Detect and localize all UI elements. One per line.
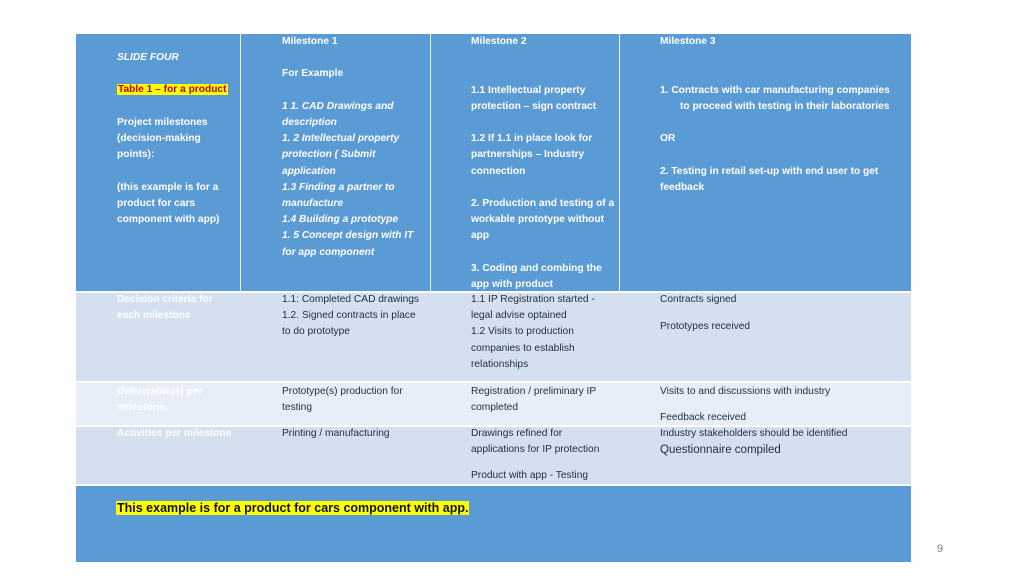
m1-item: 1.3 Finding a partner to [282,181,395,193]
label-note-line: product for cars [117,197,196,209]
m2-item: 3. Coding and combing the [471,262,602,274]
deliverables-label [117,384,203,416]
m3-item: feedback [660,181,705,193]
label-line: points): [117,149,155,161]
m1-item: application [282,165,336,177]
slide-title: SLIDE FOUR [117,52,179,63]
highlight-note: This example is for a product for cars component with app. [117,501,469,515]
cell-line: to do prototype [282,326,350,338]
for-example-label: For Example [282,68,344,80]
activities-m1 [282,426,390,442]
decision-criteria-m2 [471,292,595,373]
m1-item: 1 1. CAD Drawings and [282,100,394,112]
row-label-line: milestone. [117,402,168,414]
cell-line: 1.1: Completed CAD drawings [282,294,420,305]
cell-line: Prototype(s) production for [282,386,403,397]
decision-criteria-m3 [660,292,750,335]
page-number: 9 [937,543,944,555]
cell-line: testing [282,402,313,414]
m1-item: for app component [282,246,375,258]
m2-item: partnerships – Industry [471,149,585,161]
row-label-line: Activities per milestone [117,428,232,439]
cell-line: legal advise optained [471,310,567,322]
milestone3-cell [660,34,890,196]
label-note-line: component with app) [117,213,220,225]
m1-item: 1. 5 Concept design with IT [282,230,414,242]
table-reference [117,82,228,98]
table-reference-text: Table 1 – for a product [118,84,227,96]
m1-item: description [282,116,337,128]
deliverables-m3 [660,384,830,426]
activities-m2 [471,426,599,485]
m2-item: protection – sign contract [471,100,597,112]
cell-line: Feedback received [660,412,747,424]
column-divider [619,34,620,292]
m2-item: app with product [471,278,554,290]
m3-item: 2. Testing in retail set-up with end user to get [660,165,879,177]
milestone2-cell [471,34,614,293]
label-line: Project milestones [117,116,208,128]
label-line: (decision-making [117,132,201,144]
cell-line: Prototypes received [660,321,751,333]
divider [76,381,911,383]
cell-line: companies to establish [471,342,575,354]
m2-item: 1.2 If 1.1 in place look for [471,133,593,145]
milestone-table [76,34,911,562]
cell-line: 1.2. Signed contracts in place [282,310,416,322]
row-label-line: Decision criteria for [117,294,213,305]
cell-line: Questionnaire compiled [660,444,781,457]
cell-line: Drawings refined for [471,428,563,439]
m1-item: 1.4 Building a prototype [282,214,399,226]
column-divider [430,34,431,292]
milestone3-header: Milestone 3 [660,36,716,47]
cell-line: Industry stakeholders should be identified [660,428,848,439]
m3-item: to proceed with testing in their laboratories [680,100,890,112]
row-label-line: each milestone [117,310,191,322]
m2-item: connection [471,165,526,177]
row1-label-cell [117,50,228,228]
m2-item: 1.1 Intellectual property [471,84,586,96]
cell-line: relationships [471,358,529,370]
row-label-line: Deliverable(s) per [117,386,203,397]
cell-line: applications for IP protection [471,444,600,456]
cell-line: 1.2 Visits to production [471,326,574,338]
m3-or: OR [660,133,676,145]
deliverables-m1 [282,384,403,416]
cell-line: completed [471,402,519,414]
deliverables-m2 [471,384,596,416]
m2-item: app [471,230,490,242]
milestone2-header: Milestone 2 [471,36,527,47]
decision-criteria-m1 [282,292,419,341]
m2-item: workable prototype without [471,214,605,226]
column-divider [240,34,241,292]
milestone1-cell [282,34,413,261]
activities-label [117,426,231,442]
label-note-line: (this example is for a [117,181,219,193]
m1-item: protection ( Submit [282,149,376,161]
cell-line: Registration / preliminary IP [471,386,597,397]
m1-item: manufacture [282,198,344,209]
m1-item: 1. 2 Intellectual property [282,133,400,145]
milestone1-header: Milestone 1 [282,36,338,47]
cell-line: Product with app - Testing [471,470,589,482]
m2-item: 2. Production and testing of a [471,197,615,209]
cell-line: Contracts signed [660,294,737,305]
m3-item: 1. Contracts with car manufacturing companies [660,84,890,96]
cell-line: Printing / manufacturing [282,428,390,439]
decision-criteria-label [117,292,213,324]
cell-line: 1.1 IP Registration started - [471,294,595,305]
activities-m3 [660,426,847,458]
cell-line: Visits to and discussions with industry [660,386,831,397]
